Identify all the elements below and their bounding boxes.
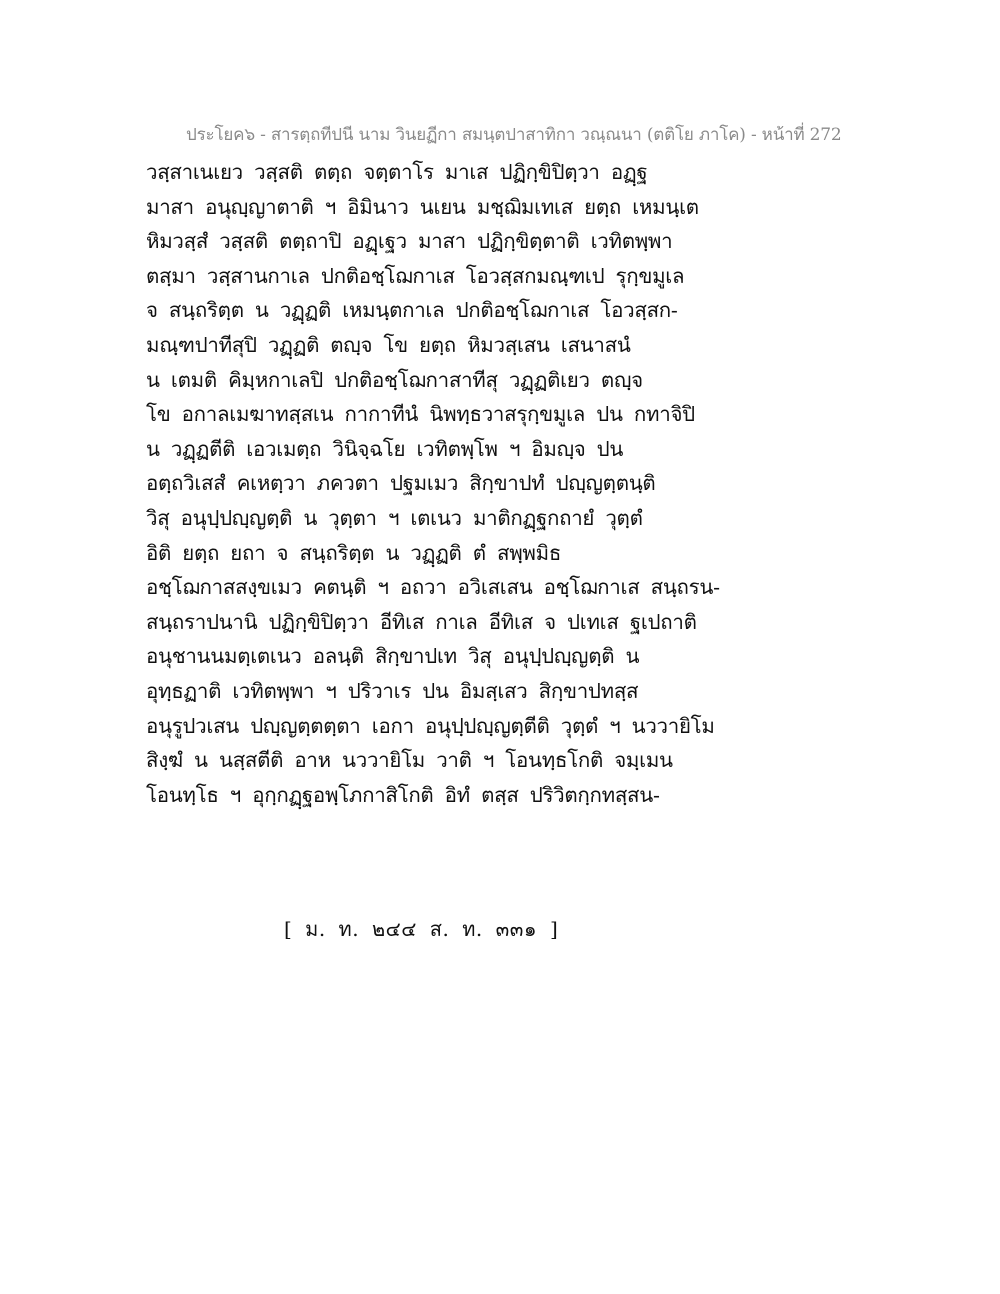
text-line: มณฺฑปาทีสุปิ วฏฺฏติ ตญฺจ โข ยตฺถ หิมวสฺเสน เสนาสนํ <box>146 332 631 357</box>
text-line: อชฺโฌกาสสงฺขเมว คตนฺติ ฯ อถวา อวิเสเสน อชฺโฌกาเส สนฺถรน- <box>146 575 720 600</box>
text-line: วิสุ อนุปฺปญฺญตฺติ น วุตฺตา ฯ เตเนว มาติกฏฺฐกถายํ วุตฺตํ <box>146 505 643 530</box>
text-line: หิมวสฺสํ วสฺสติ ตตฺถาปิ อฏฺเฐว มาสา ปฏิกฺขิตฺตาติ เวทิตพฺพา <box>146 229 673 254</box>
text-line: ตสฺมา วสฺสานกาเล ปกติอชฺโฌกาเส โอวสฺสกมณฺฑเป รุกฺขมูเล <box>146 263 685 288</box>
text-line: อนุชานนมตฺเตเนว อลนฺติ สิกฺขาปเท วิสุ อนุปฺปญฺญตฺติ น <box>146 644 640 669</box>
text-line: อตฺถวิเสสํ คเหตฺวา ภควตา ปฐมเมว สิกฺขาปทํ ปญฺญตฺตนฺติ <box>146 471 656 496</box>
text-line: น เตมติ คิมฺหกาเลปิ ปกติอชฺโฌกาสาทีสุ วฏฺฏติเยว ตญฺจ <box>146 367 643 392</box>
running-header: ประโยค๖ - สารตฺถทีปนี นาม วินยฏีกา สมนฺตปาสาทิกา วณฺณนา (ตติโย ภาโค) - หน้าที่ 272 <box>186 125 842 145</box>
text-line: อนุรูปวเสน ปญฺญตฺตตฺตา เอกา อนุปฺปญฺญตฺตีติ วุตฺตํ ฯ นววายิโม <box>146 713 715 738</box>
text-line: โอนทฺโธ ฯ อุกฺกฏฺฐอพฺโภกาสิโกติ อิทํ ตสฺส ปริวิตกฺกทสฺสน- <box>146 782 660 807</box>
text-line: มาสา อนุญฺญาตาติ ฯ อิมินาว นเยน มชฺฌิมเทเส ยตฺถ เหมนฺเต <box>146 194 699 219</box>
text-line: วสฺสาเนเยว วสฺสติ ตตฺถ จตฺตาโร มาเส ปฏิกฺขิปิตฺวา อฏฺฐ <box>146 160 648 184</box>
text-line: สนฺถราปนานิ ปฏิกฺขิปิตฺวา อีทิเส กาเล อีทิเส จ ปเทเส ฐเปถาติ <box>146 609 697 634</box>
text-line: จ สนฺถริตฺต น วฏฺฏติ เหมนฺตกาเล ปกติอชฺโฌกาเส โอวสฺสก- <box>146 298 678 323</box>
text-line: อุทฺธฏาติ เวทิตพฺพา ฯ ปริวาเร ปน อิมสฺเสว สิกฺขาปทสฺส <box>146 678 639 703</box>
text-line: สิงฺฆํ น นสฺสตีติ อาห นววายิโม วาติ ฯ โอนทฺธโกติ จมฺเมน <box>146 748 673 773</box>
text-line: โข อกาลเมฆาทสฺสเน กากาทีนํ นิพทฺธวาสรุกฺขมูเล ปน กทาจิปิ <box>146 402 695 427</box>
body-text <box>146 155 720 812</box>
text-line: อิติ ยตฺถ ยถา จ สนฺถริตฺต น วฏฺฏติ ตํ สพฺพมิธ <box>146 540 562 565</box>
text-line: น วฏฺฏตีติ เอวเมตฺถ วินิจฺฉโย เวทิตพฺโพ ฯ อิมญฺจ ปน <box>146 436 624 461</box>
footnote-reference: [ ม. ท. ๒๔๔ ส. ท. ๓๓๑ ] <box>284 917 559 941</box>
